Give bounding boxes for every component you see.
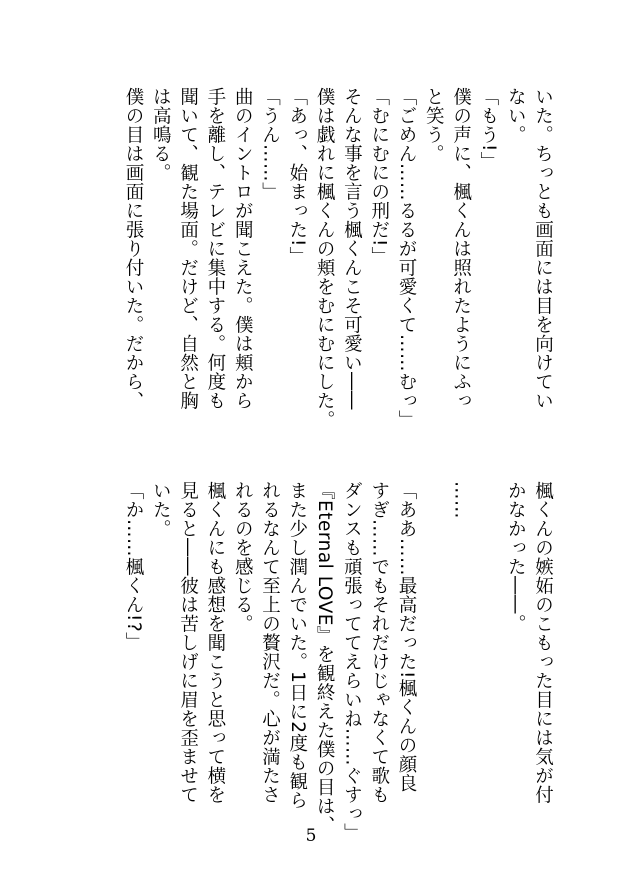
text-line: 聞いて、観た場面。だけど、自然と胸 [177, 87, 199, 410]
text-line: 「ああ……最高だった!楓くんの顔良 [396, 481, 417, 793]
text-line: と笑う。 [423, 87, 445, 163]
text-line: れるのを感じる。 [232, 481, 254, 633]
text-line: ない。 [505, 87, 527, 144]
text-line: また少し潤んでいた。1日に2度も観ら [286, 481, 308, 810]
text-line: 「もう!」 [477, 87, 499, 171]
text-line: 「むにむにの刑だ!」 [368, 87, 390, 266]
text-line: すぎ……でもそれだけじゃなくて歌も [368, 481, 390, 804]
text-line: 「うん……」 [259, 87, 281, 201]
text-line: 「あっ、始まった!」 [286, 87, 308, 266]
text-line: 『Eternal LOVE』を観終えた僕の目は、 [314, 481, 336, 835]
text-line: いた。ちっとも画面には目を向けてい [532, 87, 554, 410]
text-line: は高鳴る。 [150, 87, 172, 182]
text-line: そんな事を言う楓くんこそ可愛い―― [341, 87, 363, 410]
text-line: 見ると――彼は苦しげに眉を歪ませて [177, 481, 199, 804]
text-line: 僕の声に、楓くんは照れたようにふっ [450, 87, 472, 410]
text-line: かなかった――。 [505, 481, 527, 633]
text-line: いた。 [150, 481, 172, 538]
text-line: 僕の目は画面に張り付いた。だから、 [123, 87, 144, 410]
page-number: 5 [305, 826, 317, 846]
text-line: ダンスも頑張っててえらいね……ぐすっ」 [341, 481, 363, 842]
text-line: …… [450, 481, 472, 519]
text-line: 「か……楓くん!?」 [123, 481, 144, 652]
text-line: 「ごめん……るるが可愛くて……むっ」 [396, 87, 417, 429]
text-line: 手を離し、テレビに集中する。何度も [204, 87, 226, 410]
text-line: 楓くんにも感想を聞こうと思って横を [204, 481, 226, 804]
text-line: 僕は戯れに楓くんの頬をむにむにした。 [314, 87, 336, 429]
text-line: れるなんて至上の贅沢だ。心が満たさ [259, 481, 281, 804]
text-line: 楓くんの嫉妬のこもった目には気が付 [532, 481, 554, 804]
text-line: 曲のイントロが聞こえた。僕は頬から [232, 87, 254, 410]
